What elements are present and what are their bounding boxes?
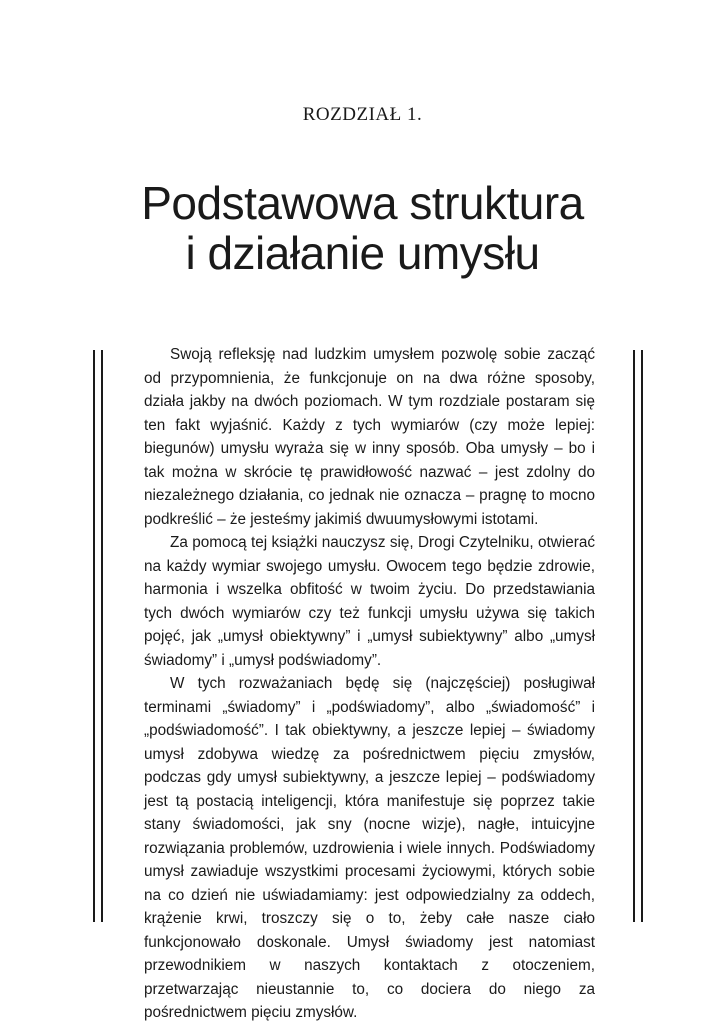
paragraph: Swoją refleksję nad ludzkim umysłem pozwolę sobie zacząć od przypomnienia, że funkcjonuje on na dwa różne sposoby, działa jakby na dwóch poziomach. W tym rozdziale postaram się ten fakt wyjaśnić. Każdy z tych wymiarów (czy może lepiej: biegunów) umysłu wyraża się w inny sposób. Oba umysły – bo i tak można w skrócie tę prawidłowość nazwać – jest zdolny do niezależnego działania, co jednak nie oznacza – pragnę to mocno podkreślić – że jesteśmy jakimiś dwuumysłowymi istotami. — [144, 346, 595, 528]
paragraph: W tych rozważaniach będę się (najczęściej) posługiwał terminami „świadomy” i „podświadomy”, albo „świadomość” i „podświadomość”. I tak obiektywny, a jeszcze lepiej – świadomy umysł zdobywa wiedzę za pośrednictwem pięciu zmysłów, podczas gdy umysł subiektywny, a jeszcze lepiej – podświadomy jest tą postacią inteligencji, która manifestuje się poprzez takie stany świadomości, jak sny (nocne wizje), nagłe, intuicyjne rozwiązania problemów, uzdrowienia i wiele innych. Podświadomy umysł zawiaduje wszystkimi procesami życiowymi, których sobie na co dzień nie uświadamiamy: jest odpowiedzialny za oddech, krążenie krwi, troszczy się o to, żeby całe nasze ciało funkcjonowało doskonale. Umysł świadomy jest natomiast przewodnikiem w naszych kontaktach z otoczeniem, przetwarzając nieustannie to, co dociera do niego za pośrednictwem pięciu zmysłów. — [144, 675, 595, 1021]
left-margin-rule-inner — [101, 350, 103, 922]
right-margin-rule-outer — [641, 350, 643, 922]
right-margin-rule-inner — [633, 350, 635, 922]
chapter-label: ROZDZIAŁ 1. — [302, 104, 423, 125]
left-margin-rule-outer — [93, 350, 95, 922]
chapter-title-line-2: i działanie umysłu — [185, 227, 540, 279]
body-text — [144, 343, 595, 1025]
chapter-title — [0, 178, 725, 278]
chapter-title-line-1: Podstawowa struktura — [141, 177, 584, 229]
paragraph: Za pomocą tej książki nauczysz się, Drogi Czytelniku, otwierać na każdy wymiar swojego umysłu. Owocem tego będzie zdrowie, harmonia i wszelka obfitość w twoim życiu. Do przedstawiania tych dwóch wymiarów czy też funkcji umysłu używa się takich pojęć, jak „umysł obiektywny” i „umysł subiektywny” albo „umysł świadomy” i „umysł podświadomy”. — [144, 534, 595, 669]
